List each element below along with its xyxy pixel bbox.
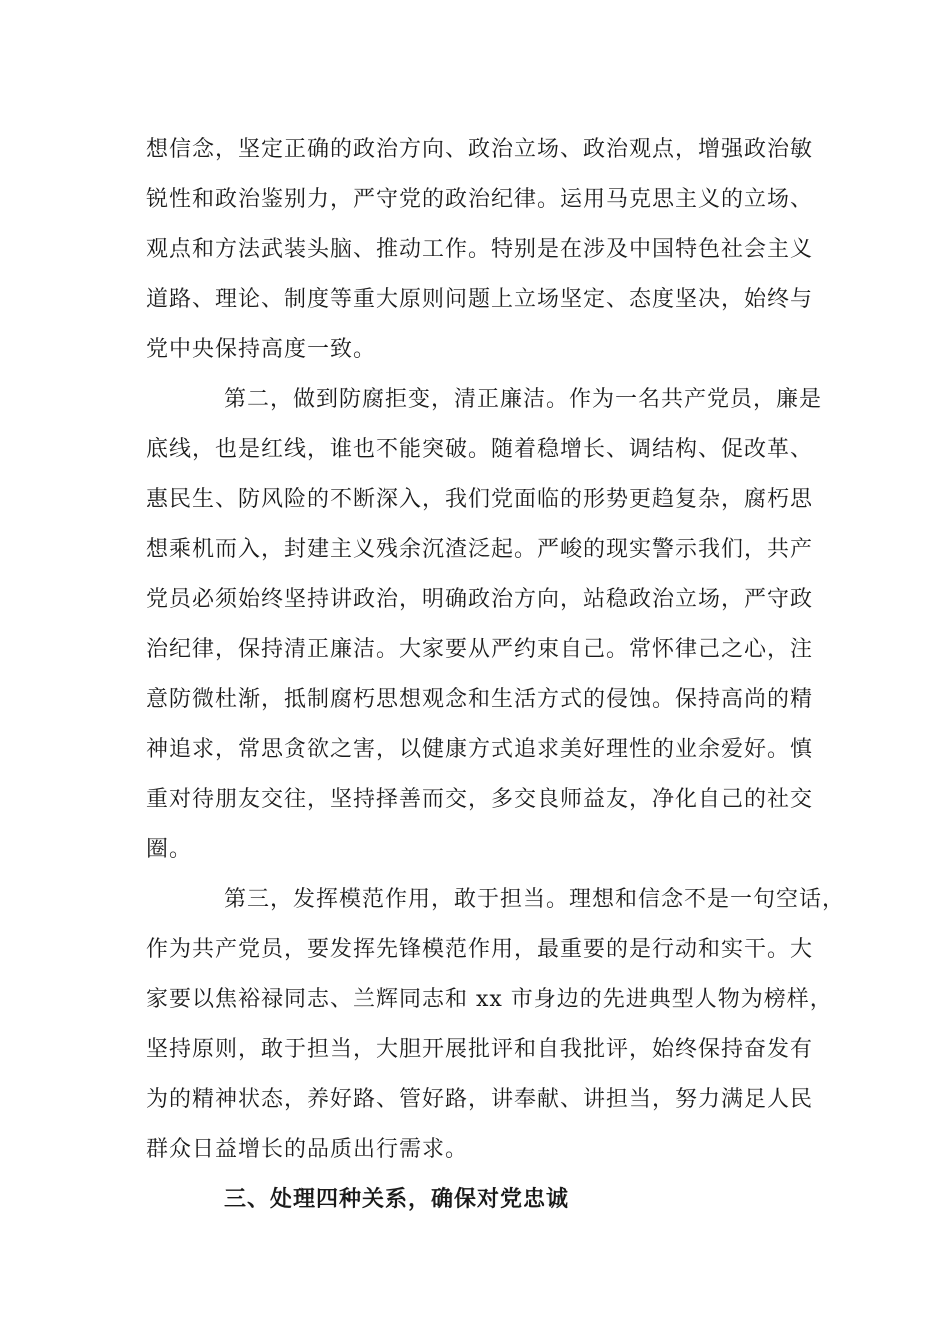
text-line: 意防微杜渐，抵制腐朽思想观念和生活方式的侵蚀。保持高尚的精 [146, 687, 814, 712]
text-line: 群众日益增长的品质出行需求。 [146, 1137, 469, 1162]
text-line: 为的精神状态，养好路、管好路，讲奉献、讲担当，努力满足人民 [146, 1087, 814, 1112]
text-line: 党员必须始终坚持讲政治，明确政治方向，站稳政治立场，严守政 [146, 587, 814, 612]
text-line: 圈。 [146, 837, 193, 862]
text-line: 惠民生、防风险的不断深入，我们党面临的形势更趋复杂，腐朽思 [146, 487, 814, 512]
text-line: 党中央保持高度一致。 [146, 337, 377, 362]
text-line: 想信念，坚定正确的政治方向、政治立场、政治观点，增强政治敏 [146, 137, 814, 162]
text-line: 观点和方法武装头脑、推动工作。特别是在涉及中国特色社会主义 [146, 237, 814, 262]
text-line: 重对待朋友交往，坚持择善而交，多交良师益友，净化自己的社交 [146, 787, 814, 812]
text-line: 想乘机而入，封建主义残余沉渣泛起。严峻的现实警示我们，共产 [146, 537, 814, 562]
text-line: 神追求，常思贪欲之害，以健康方式追求美好理性的业余爱好。慎 [146, 737, 814, 762]
text-line: 作为共产党员，要发挥先锋模范作用，最重要的是行动和实干。大 [146, 937, 814, 962]
text-line: 家要以焦裕禄同志、兰辉同志和 xx 市身边的先进典型人物为榜样， [146, 987, 833, 1012]
paragraph-start-line: 第二，做到防腐拒变，清正廉洁。作为一名共产党员，廉是 [224, 387, 823, 412]
text-line: 底线，也是红线，谁也不能突破。随着稳增长、调结构、促改革、 [146, 437, 814, 462]
text-line: 治纪律，保持清正廉洁。大家要从严约束自己。常怀律己之心，注 [146, 637, 814, 662]
text-line: 道路、理论、制度等重大原则问题上立场坚定、态度坚决，始终与 [146, 287, 814, 312]
section-heading: 三、处理四种关系，确保对党忠诚 [224, 1187, 570, 1212]
text-line: 锐性和政治鉴别力，严守党的政治纪律。运用马克思主义的立场、 [146, 187, 814, 212]
paragraph-start-line: 第三，发挥模范作用，敢于担当。理想和信念不是一句空话， [224, 887, 846, 912]
text-line: 坚持原则，敢于担当，大胆开展批评和自我批评，始终保持奋发有 [146, 1037, 814, 1062]
